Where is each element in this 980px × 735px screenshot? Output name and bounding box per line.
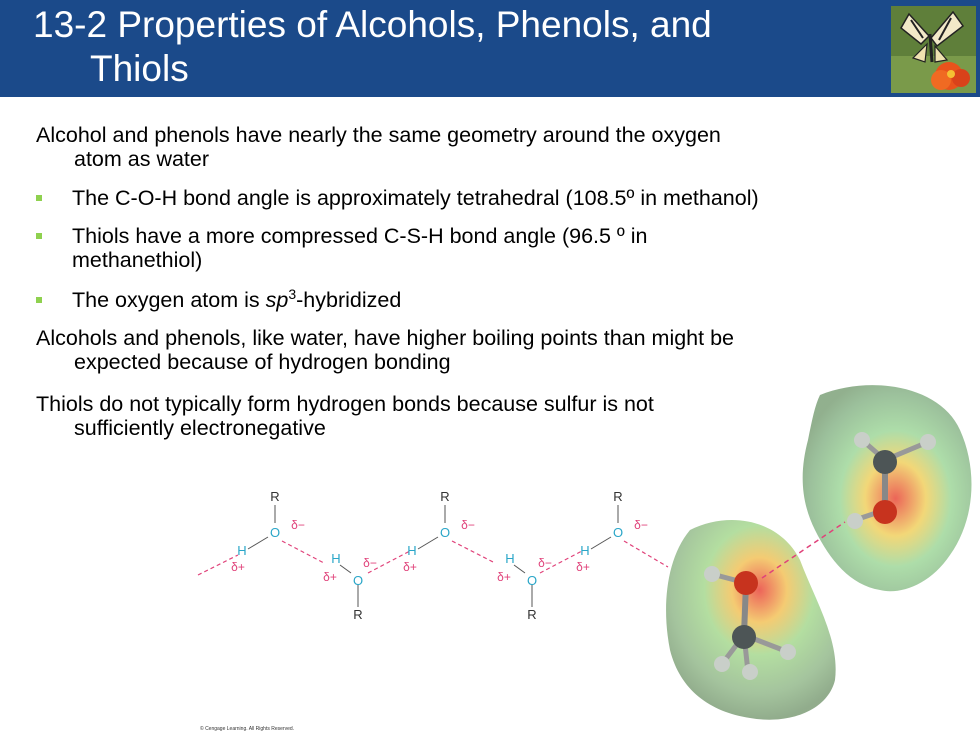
hydrogen-label: H <box>580 543 590 558</box>
hydrogen-bond-diagram <box>190 485 890 625</box>
p2-line1: Alcohols and phenols, like water, have higher boiling points than might be <box>36 326 735 350</box>
bullet-bond-angle: The C-O-H bond angle is approximately tetrahedral (108.5º in methanol) <box>72 186 759 210</box>
oxygen-label: O <box>439 525 451 540</box>
hydrogen-label: H <box>505 551 515 566</box>
delta-minus-label: δ− <box>538 556 552 570</box>
oxygen-label: O <box>269 525 281 540</box>
hydrogen-label: H <box>237 543 247 558</box>
r-label: R <box>440 489 450 504</box>
hydrogen-bond-line <box>624 541 668 567</box>
p3-line1: Thiols do not typically form hydrogen bonds because sulfur is not <box>36 392 654 416</box>
r-label: R <box>270 489 280 504</box>
delta-plus-label: δ+ <box>497 570 511 584</box>
p1-line1: Alcohol and phenols have nearly the same geometry around the oxygen <box>36 123 721 147</box>
delta-minus-label: δ− <box>363 556 377 570</box>
delta-minus-label: δ− <box>461 518 475 532</box>
p3-line2: sufficiently electronegative <box>74 416 326 440</box>
b2-line1: Thiols have a more compressed C-S-H bond angle (96.5 º in <box>72 224 648 248</box>
slide-title-line2: Thiols <box>90 48 189 89</box>
b3-post: -hybridized <box>296 288 402 312</box>
p2-line2: expected because of hydrogen bonding <box>74 350 451 374</box>
p1-line2: atom as water <box>74 147 210 171</box>
hydrogen-bond-line <box>282 541 324 563</box>
r-label: R <box>613 489 623 504</box>
delta-plus-label: δ+ <box>576 560 590 574</box>
b2-line2: methanethiol) <box>72 248 203 272</box>
hydrogen-label: H <box>407 543 417 558</box>
b3-sup: 3 <box>288 285 297 302</box>
slide-title-line1: 13-2 Properties of Alcohols, Phenols, and <box>33 4 712 45</box>
hydrogen-bond-line <box>452 541 495 563</box>
r-label: R <box>527 607 537 622</box>
delta-plus-label: δ+ <box>323 570 337 584</box>
oxygen-label: O <box>352 573 364 588</box>
copyright-credit: © Cengage Learning. All Rights Reserved. <box>200 726 295 732</box>
hydrogen-label: H <box>331 551 341 566</box>
oxygen-label: O <box>526 573 538 588</box>
b3-sp: sp <box>265 288 289 312</box>
delta-minus-label: δ− <box>291 518 305 532</box>
b3-pre: The oxygen atom is <box>72 288 266 312</box>
r-label: R <box>353 607 363 622</box>
oxygen-label: O <box>612 525 624 540</box>
delta-plus-label: δ+ <box>403 560 417 574</box>
delta-plus-label: δ+ <box>231 560 245 574</box>
delta-minus-label: δ− <box>634 518 648 532</box>
